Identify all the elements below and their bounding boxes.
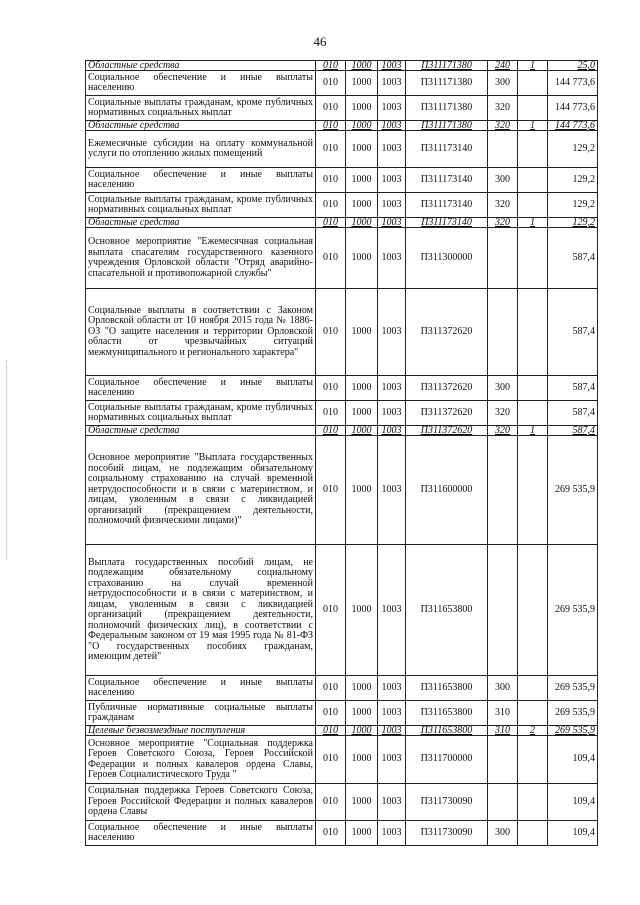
row-code-c4: П311171380 [406, 71, 488, 96]
row-code-c5: 320 [488, 121, 518, 131]
row-code-c4: П311171380 [406, 61, 488, 71]
row-description: Публичные нормативные социальные выплаты гражданам [86, 701, 316, 726]
row-code-c3: 1003 [378, 784, 406, 821]
row-code-c3: 1003 [378, 401, 406, 426]
row-code-c6: 1 [518, 61, 548, 71]
row-amount: 109,4 [548, 784, 598, 821]
row-description: Областные средства [86, 61, 316, 71]
row-code-c2: 1000 [346, 131, 378, 168]
row-code-c3: 1003 [378, 376, 406, 401]
row-code-c4: П311173140 [406, 131, 488, 168]
row-code-c3: 1003 [378, 71, 406, 96]
row-code-c2: 1000 [346, 726, 378, 736]
row-amount: 587,4 [548, 401, 598, 426]
row-code-c3: 1003 [378, 193, 406, 218]
row-code-c1: 010 [316, 436, 346, 545]
row-code-c6 [518, 736, 548, 784]
row-code-c5 [488, 784, 518, 821]
row-code-c2: 1000 [346, 71, 378, 96]
row-code-c4: П311173140 [406, 168, 488, 193]
row-code-c5: 300 [488, 376, 518, 401]
row-code-c2: 1000 [346, 736, 378, 784]
row-code-c4: П311653800 [406, 726, 488, 736]
row-code-c1: 010 [316, 228, 346, 289]
funding-source-row [86, 218, 598, 228]
row-code-c5: 320 [488, 218, 518, 228]
row-code-c1: 010 [316, 426, 346, 436]
table-row [86, 736, 598, 784]
margin-dotted-line [6, 360, 7, 560]
table-row [86, 821, 598, 846]
row-code-c2: 1000 [346, 168, 378, 193]
row-code-c6 [518, 821, 548, 846]
row-code-c5 [488, 228, 518, 289]
row-code-c4: П311372620 [406, 289, 488, 376]
row-code-c6 [518, 436, 548, 545]
row-description: Областные средства [86, 218, 316, 228]
table-row [86, 401, 598, 426]
row-amount: 269 535,9 [548, 726, 598, 736]
table-row [86, 289, 598, 376]
row-amount: 587,4 [548, 228, 598, 289]
row-amount: 269 535,9 [548, 701, 598, 726]
row-code-c4: П311653800 [406, 545, 488, 676]
row-code-c4: П311653800 [406, 701, 488, 726]
row-code-c1: 010 [316, 121, 346, 131]
table-row [86, 193, 598, 218]
row-code-c4: П311372620 [406, 376, 488, 401]
row-code-c3: 1003 [378, 218, 406, 228]
row-code-c6 [518, 193, 548, 218]
row-code-c1: 010 [316, 701, 346, 726]
table-row [86, 168, 598, 193]
row-amount: 129,2 [548, 193, 598, 218]
row-amount: 109,4 [548, 736, 598, 784]
row-code-c2: 1000 [346, 821, 378, 846]
row-code-c3: 1003 [378, 821, 406, 846]
row-code-c1: 010 [316, 676, 346, 701]
page-number: 46 [313, 34, 327, 49]
row-code-c2: 1000 [346, 784, 378, 821]
row-code-c1: 010 [316, 61, 346, 71]
row-description: Ежемесячные субсидии на оплату коммунальной услуги по отоплению жилых помещений [86, 131, 316, 168]
row-code-c6 [518, 545, 548, 676]
row-amount: 129,2 [548, 131, 598, 168]
table-row [86, 228, 598, 289]
row-amount: 587,4 [548, 289, 598, 376]
row-code-c6: 1 [518, 121, 548, 131]
row-amount: 129,2 [548, 218, 598, 228]
funding-source-row [86, 61, 598, 71]
row-code-c2: 1000 [346, 376, 378, 401]
row-code-c1: 010 [316, 96, 346, 121]
row-code-c4: П311372620 [406, 426, 488, 436]
row-code-c2: 1000 [346, 701, 378, 726]
row-amount: 109,4 [548, 821, 598, 846]
row-code-c5: 320 [488, 193, 518, 218]
row-code-c2: 1000 [346, 401, 378, 426]
row-description: Основное мероприятие "Ежемесячная социальная выплата спасателям государственного казенного учреждения Орловской области "Отряд аварийно-спасательной и противопожарной службы" [86, 228, 316, 289]
budget-table [85, 60, 598, 846]
funding-source-row [86, 726, 598, 736]
row-code-c4: П311173140 [406, 193, 488, 218]
row-code-c1: 010 [316, 376, 346, 401]
row-code-c5: 240 [488, 61, 518, 71]
row-amount: 269 535,9 [548, 676, 598, 701]
row-code-c4: П311300000 [406, 228, 488, 289]
row-description: Основное мероприятие "Выплата государственных пособий лицам, не подлежащим обязательному социальному страхованию на случай временной нетрудоспособности и в связи с материнством, и лицам, уволенным в связи с ликвидацией организаций (прекращением деятельности, полномочий физическими лицами)" [86, 436, 316, 545]
funding-source-row [86, 121, 598, 131]
row-code-c2: 1000 [346, 121, 378, 131]
row-code-c2: 1000 [346, 218, 378, 228]
row-description: Целевые безвозмездные поступления [86, 726, 316, 736]
row-code-c1: 010 [316, 784, 346, 821]
row-code-c5 [488, 736, 518, 784]
row-amount: 25,0 [548, 61, 598, 71]
row-code-c2: 1000 [346, 193, 378, 218]
table-row [86, 784, 598, 821]
row-code-c5 [488, 545, 518, 676]
row-code-c2: 1000 [346, 436, 378, 545]
row-code-c4: П311653800 [406, 676, 488, 701]
budget-table-body [86, 61, 598, 846]
row-amount: 144 773,6 [548, 71, 598, 96]
row-code-c2: 1000 [346, 96, 378, 121]
row-code-c2: 1000 [346, 61, 378, 71]
row-code-c3: 1003 [378, 436, 406, 545]
row-amount: 269 535,9 [548, 545, 598, 676]
table-row [86, 96, 598, 121]
row-code-c6 [518, 701, 548, 726]
row-code-c4: П311171380 [406, 121, 488, 131]
row-code-c6 [518, 784, 548, 821]
row-code-c5: 320 [488, 96, 518, 121]
row-code-c3: 1003 [378, 701, 406, 726]
row-code-c3: 1003 [378, 289, 406, 376]
row-code-c2: 1000 [346, 289, 378, 376]
row-description: Социальные выплаты гражданам, кроме публичных нормативных социальных выплат [86, 401, 316, 426]
table-row [86, 701, 598, 726]
row-code-c4: П311173140 [406, 218, 488, 228]
table-row [86, 71, 598, 96]
row-code-c1: 010 [316, 131, 346, 168]
row-code-c6 [518, 376, 548, 401]
row-code-c6 [518, 71, 548, 96]
row-code-c1: 010 [316, 193, 346, 218]
row-description: Социальные выплаты в соответствии с Законом Орловской области от 10 ноября 2015 года № 1886-ОЗ "О защите населения и территории Орловской области от чрезвычайных ситуаций межмуниципального и регионального характера" [86, 289, 316, 376]
row-code-c2: 1000 [346, 426, 378, 436]
row-amount: 269 535,9 [548, 436, 598, 545]
row-code-c3: 1003 [378, 96, 406, 121]
row-code-c5 [488, 131, 518, 168]
row-amount: 144 773,6 [548, 96, 598, 121]
row-code-c5: 310 [488, 726, 518, 736]
row-code-c6 [518, 289, 548, 376]
row-code-c3: 1003 [378, 131, 406, 168]
row-code-c6 [518, 131, 548, 168]
row-description: Областные средства [86, 426, 316, 436]
row-code-c5 [488, 436, 518, 545]
row-description: Социальное обеспечение и иные выплаты населению [86, 168, 316, 193]
table-row [86, 376, 598, 401]
row-amount: 129,2 [548, 168, 598, 193]
row-description: Социальные выплаты гражданам, кроме публичных нормативных социальных выплат [86, 193, 316, 218]
row-code-c6: 1 [518, 218, 548, 228]
row-code-c4: П311730090 [406, 784, 488, 821]
table-row [86, 676, 598, 701]
row-description: Выплата государственных пособий лицам, не подлежащим обязательному социальному страхованию на случай временной нетрудоспособности и в связи с материнством, и лицам, уволенным в связи с ликвидацией организаций (прекращением деятельности, полномочий физических лиц), в соответствии с Федеральным законом от 19 мая 1995 года № 81-ФЗ "О государственных пособиях гражданам, имеющим детей" [86, 545, 316, 676]
row-code-c3: 1003 [378, 121, 406, 131]
row-code-c3: 1003 [378, 61, 406, 71]
row-code-c3: 1003 [378, 426, 406, 436]
row-description: Социальное обеспечение и иные выплаты населению [86, 676, 316, 701]
row-code-c6 [518, 168, 548, 193]
row-code-c1: 010 [316, 726, 346, 736]
row-code-c4: П311600000 [406, 436, 488, 545]
row-description: Социальные выплаты гражданам, кроме публичных нормативных социальных выплат [86, 96, 316, 121]
row-amount: 587,4 [548, 376, 598, 401]
table-row [86, 436, 598, 545]
row-code-c6 [518, 401, 548, 426]
row-code-c5: 300 [488, 821, 518, 846]
row-code-c2: 1000 [346, 676, 378, 701]
row-code-c3: 1003 [378, 168, 406, 193]
row-code-c4: П311730090 [406, 821, 488, 846]
row-code-c6 [518, 228, 548, 289]
row-code-c4: П311372620 [406, 401, 488, 426]
row-code-c5: 300 [488, 676, 518, 701]
row-description: Социальное обеспечение и иные выплаты населению [86, 71, 316, 96]
row-code-c3: 1003 [378, 545, 406, 676]
row-code-c1: 010 [316, 289, 346, 376]
row-code-c3: 1003 [378, 736, 406, 784]
row-code-c5: 320 [488, 426, 518, 436]
row-code-c5 [488, 289, 518, 376]
row-code-c1: 010 [316, 821, 346, 846]
row-description: Основное мероприятие "Социальная поддержка Героев Советского Союза, Героев Российской Федерации и полных кавалеров ордена Славы, Героев Социалистического Труда " [86, 736, 316, 784]
row-code-c3: 1003 [378, 726, 406, 736]
row-code-c5: 300 [488, 71, 518, 96]
row-code-c3: 1003 [378, 676, 406, 701]
row-amount: 144 773,6 [548, 121, 598, 131]
table-row [86, 545, 598, 676]
row-description: Областные средства [86, 121, 316, 131]
row-amount: 587,4 [548, 426, 598, 436]
row-code-c1: 010 [316, 736, 346, 784]
row-description: Социальное обеспечение и иные выплаты населению [86, 821, 316, 846]
row-code-c2: 1000 [346, 545, 378, 676]
row-code-c2: 1000 [346, 228, 378, 289]
table-row [86, 131, 598, 168]
funding-source-row [86, 426, 598, 436]
row-code-c6: 1 [518, 426, 548, 436]
row-code-c5: 320 [488, 401, 518, 426]
row-code-c5: 300 [488, 168, 518, 193]
row-code-c6: 2 [518, 726, 548, 736]
row-code-c5: 310 [488, 701, 518, 726]
row-code-c1: 010 [316, 168, 346, 193]
row-code-c1: 010 [316, 401, 346, 426]
row-code-c4: П311171380 [406, 96, 488, 121]
row-code-c4: П311700000 [406, 736, 488, 784]
row-code-c1: 010 [316, 545, 346, 676]
row-code-c1: 010 [316, 71, 346, 96]
row-code-c6 [518, 676, 548, 701]
row-code-c1: 010 [316, 218, 346, 228]
row-code-c6 [518, 96, 548, 121]
row-code-c3: 1003 [378, 228, 406, 289]
row-description: Социальное обеспечение и иные выплаты населению [86, 376, 316, 401]
row-description: Социальная поддержка Героев Советского Союза, Героев Российской Федерации и полных кавалеров ордена Славы [86, 784, 316, 821]
